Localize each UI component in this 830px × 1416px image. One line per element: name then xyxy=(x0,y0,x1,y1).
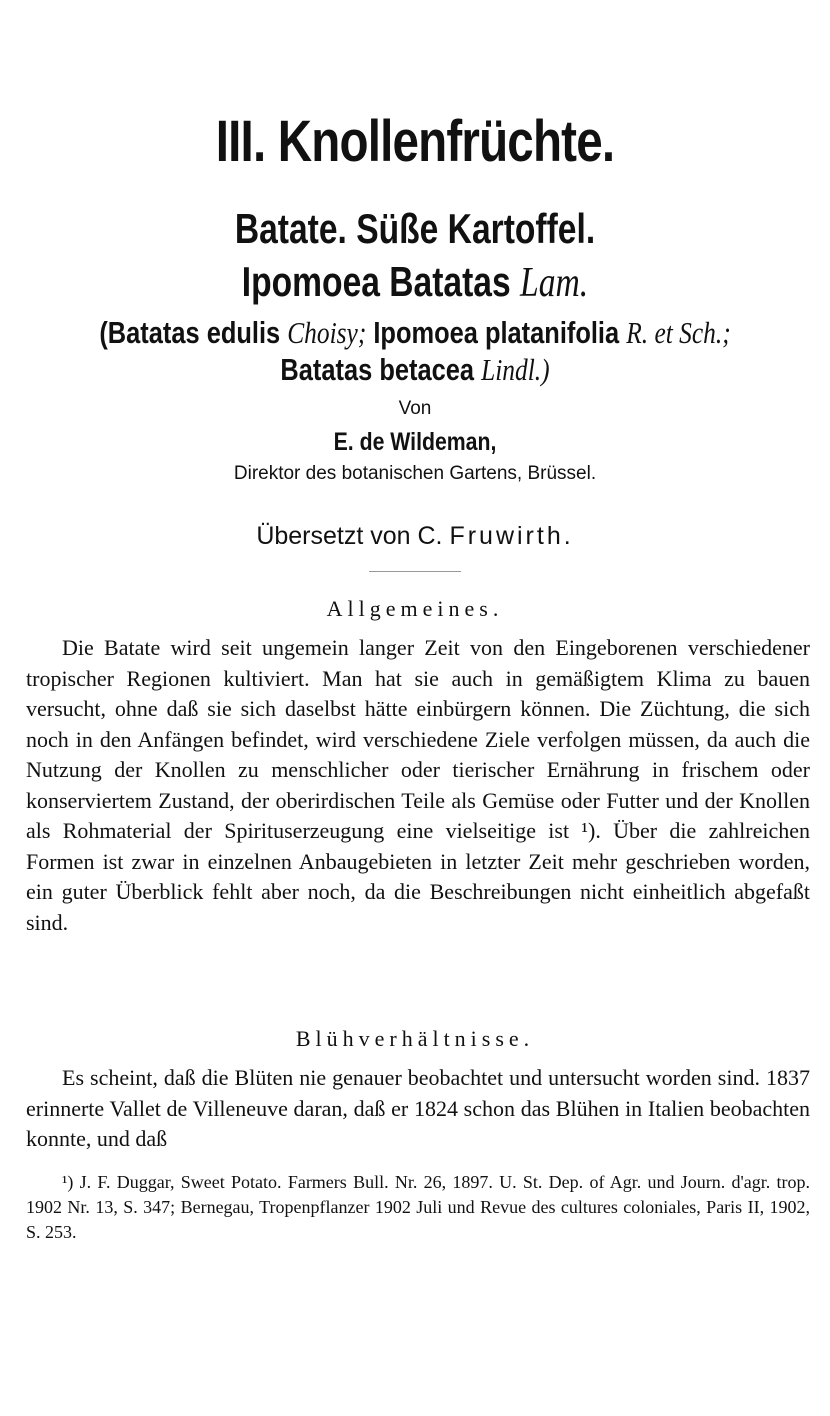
translator-line xyxy=(0,522,830,551)
synonym-3: Batatas betacea xyxy=(280,352,475,387)
latin-name: Ipomoea Batatas xyxy=(241,258,511,305)
by-label: Von xyxy=(398,398,432,419)
translator-prefix: Übersetzt von C. xyxy=(256,522,443,550)
synonyms-line-2 xyxy=(75,352,756,388)
section-heading-general: Allgemeines. xyxy=(326,596,504,621)
divider xyxy=(369,571,461,572)
footnote: ¹) J. F. Duggar, Sweet Potato. Farmers Bull. Nr. 26, 1897. U. St. Dep. of Agr. und Journ. d'agr. trop. 1902 Nr. 13, S. 347; Bernegau, Tropenpflanzer 1902 Juli und Revue des cultures coloniales, Paris II, 1902, S. 253. xyxy=(26,1172,810,1242)
main-title: Batate. Süße Kartoffel. xyxy=(234,205,596,252)
synonym-2: Ipomoea platanifolia xyxy=(373,315,620,350)
latin-title xyxy=(83,258,747,307)
section-heading-flowering: Blühverhältnisse. xyxy=(295,1026,535,1051)
synonym-3-author: Lindl.) xyxy=(481,352,550,387)
synonym-1: (Batatas edulis xyxy=(99,315,281,350)
paragraph-flowering: Es scheint, daß die Blüten nie genauer beobachtet und untersucht worden sind. 1837 erinnerte Vallet de Villeneuve daran, daß er 1824 schon das Blühen in Italien beobachten konnte, und daß xyxy=(26,1065,810,1151)
translator-name: Fruwirth. xyxy=(449,522,574,550)
latin-author: Lam. xyxy=(520,260,589,306)
paragraph-general: Die Batate wird seit ungemein langer Zeit von den Eingeborenen verschiedener tropischer Regionen kultiviert. Man hat sie auch in gemäßigtem Klima zu bauen versucht, ohne daß sie sich daselbst hätte einbürgern können. Die Züchtung, die sich noch in den Anfängen befindet, wird verschiedene Ziele verfolgen müssen, da auch die Nutzung der Knollen zu menschlicher oder tierischer Ernährung in frischem oder konserviertem Zustand, der oberirdischen Teile als Gemüse oder Futter und der Knollen als Rohmaterial der Spirituserzeugung eine vielseitige ist ¹). Über die zahlreichen Formen ist zwar in einzelnen Anbaugebieten in letzter Zeit mehr geschrieben worden, ein guter Überblick fehlt aber noch, da die Beschreibungen nicht einheitlich abgefaßt sind. xyxy=(26,635,810,935)
chapter-title: III. Knollenfrüchte. xyxy=(215,109,615,174)
author-name: E. de Wildeman, xyxy=(333,428,497,456)
synonyms-line-1 xyxy=(75,315,756,351)
synonym-2-author: R. et Sch.; xyxy=(626,315,731,350)
synonym-1-author: Choisy; xyxy=(287,315,367,350)
author-affiliation: Direktor des botanischen Gartens, Brüssel. xyxy=(233,463,597,484)
